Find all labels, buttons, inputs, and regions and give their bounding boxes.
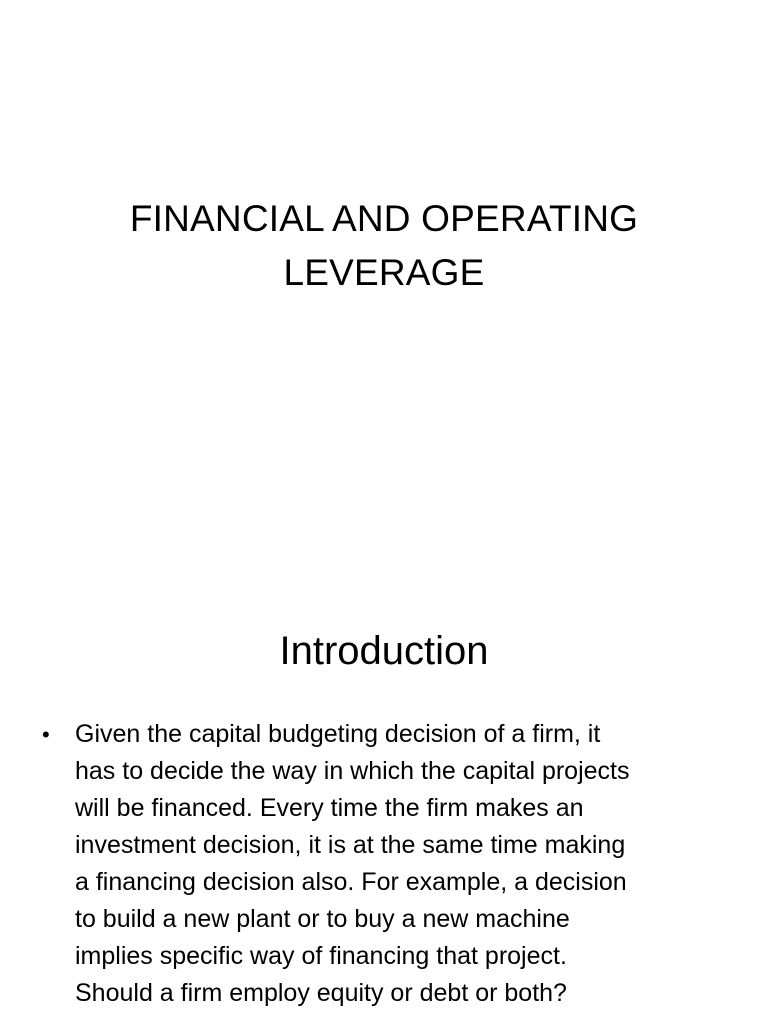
title-line-1: FINANCIAL AND OPERATING (129, 198, 639, 239)
bullet-line: to build a new plant or to buy a new machine (75, 905, 570, 933)
bullet-text (75, 716, 735, 1012)
slide-title (60, 192, 708, 300)
bullet-line: has to decide the way in which the capital projects (75, 757, 630, 785)
bullet-line: will be financed. Every time the firm makes an (75, 794, 584, 822)
title-line-2: LEVERAGE (283, 252, 485, 293)
bullet-line: investment decision, it is at the same time making (75, 831, 626, 859)
bullet-line: implies specific way of financing that project. (75, 942, 567, 970)
bullet-line: Should a firm employ equity or debt or both? (75, 979, 567, 1007)
bullet-line: a financing decision also. For example, a decision (75, 868, 627, 896)
section-heading: Introduction (279, 629, 489, 673)
bullet-line: Given the capital budgeting decision of a firm, it (75, 720, 601, 748)
bullet-dot-icon: • (42, 722, 50, 747)
